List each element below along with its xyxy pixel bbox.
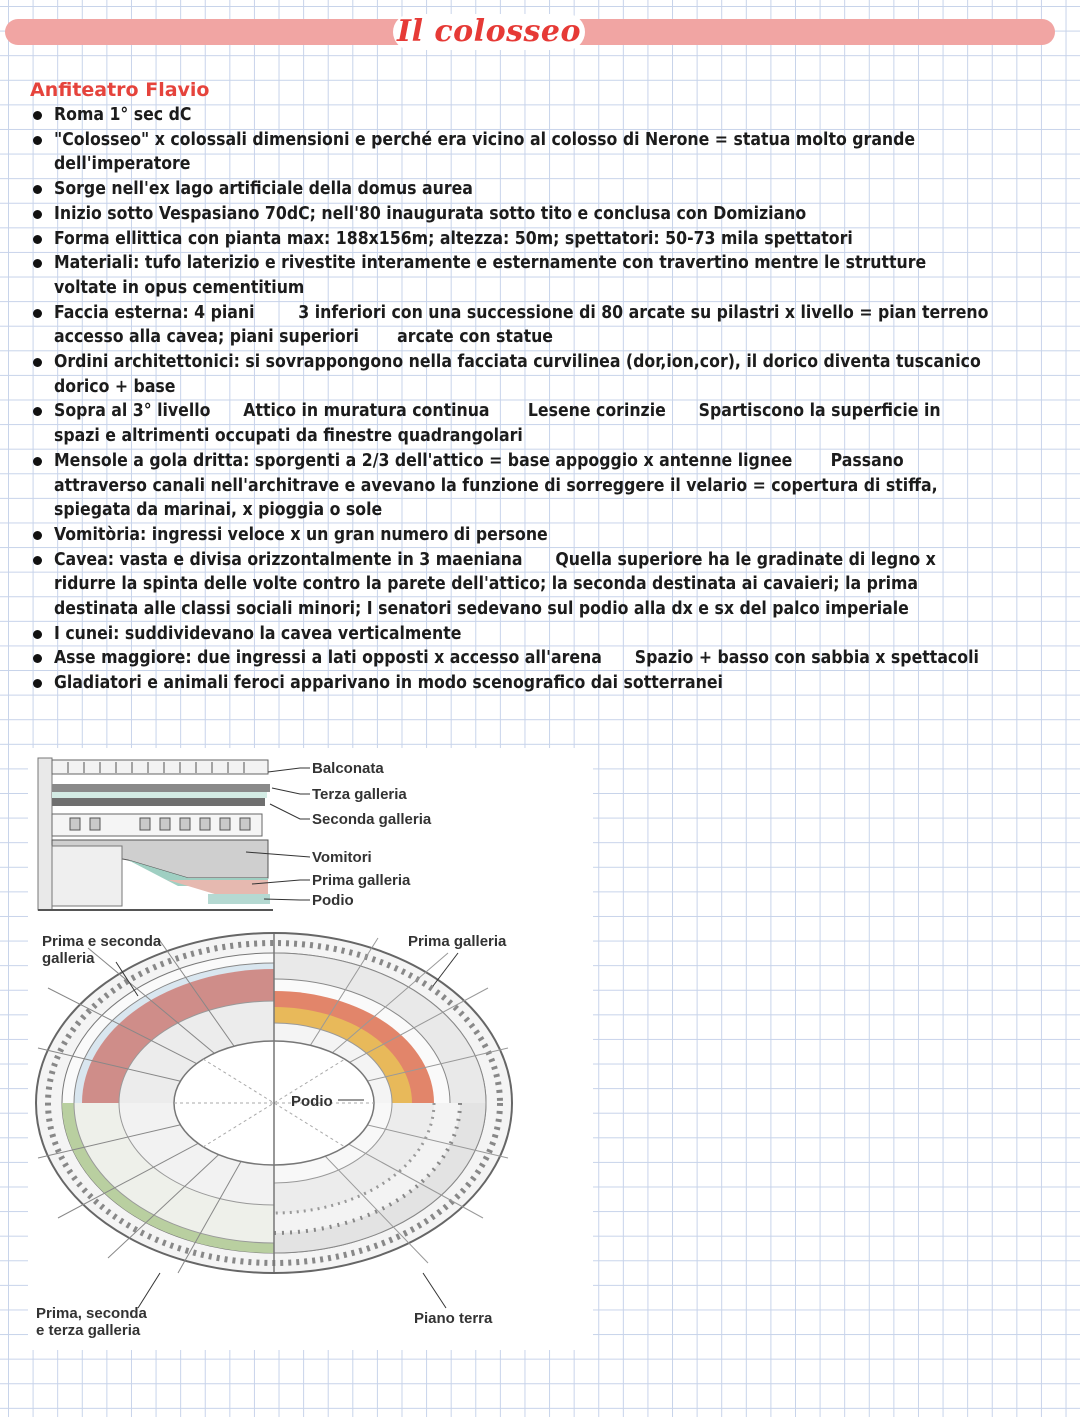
cross-section-drawing <box>38 758 273 910</box>
bullet-item: Cavea: vasta e divisa orizzontalmente in 3 maeniana Quella superiore ha le gradinate di legno x ridurre la spinta delle volte contro la parete dell'attico; la seconda destinata ai cavaieri; la prima destinata alle classi sociali minori; I senatori sedevano sul podio alla dx e sx del palco imperiale <box>30 548 1060 622</box>
bullet-item: Sopra al 3° livello Attico in muratura continua Lesene corinzie Spartiscono la superficie in spazi e altrimenti occupati da finestre quadrangolari <box>30 399 1060 448</box>
plan-label-line: e terza galleria <box>36 1322 141 1339</box>
section-label-podio: Podio <box>312 892 354 909</box>
bullet-item: Materiali: tufo laterizio e rivestite interamente e esternamente con travertino mentre le strutture voltate in opus cementitium <box>30 251 1060 300</box>
plan-label-line: galleria <box>42 950 95 967</box>
bullet-list <box>30 103 1060 696</box>
bullet-item: "Colosseo" x colossali dimensioni e perché era vicino al colosso di Nerone = statua molto grande dell'imperatore <box>30 128 1060 177</box>
plan-label-prima-seconda-terza-line1: Prima, seconda <box>36 1305 147 1322</box>
bullet-item: Vomitòria: ingressi veloce x un gran numero di persone <box>30 523 1060 548</box>
section-title: Anfiteatro Flavio <box>30 79 210 101</box>
bullet-item: I cunei: suddividevano la cavea verticalmente <box>30 622 1060 647</box>
plan-label-prima-seconda-line1: Prima e seconda <box>42 933 162 950</box>
bullet-item: Mensole a gola dritta: sporgenti a 2/3 dell'attico = base appoggio x antenne lignee Passano attraverso canali nell'architrave e avevano la funzione di sorreggere il velario = copertura di stiffa, spiegata da marinai, x pioggia o sole <box>30 449 1060 523</box>
colosseum-diagram <box>28 748 593 1350</box>
bullet-item: Forma ellittica con pianta max: 188x156m; altezza: 50m; spettatori: 50-73 mila spettatori <box>30 227 1060 252</box>
bullet-item: Asse maggiore: due ingressi a lati opposti x accesso all'arena Spazio + basso con sabbia x spettacoli <box>30 646 1060 671</box>
bullet-item: Faccia esterna: 4 piani 3 inferiori con una successione di 80 arcate su pilastri x livello = pian terreno accesso alla cavea; piani superiori arcate con statue <box>30 301 1060 350</box>
bullet-item: Ordini architettonici: si sovrappongono nella facciata curvilinea (dor,ion,cor), il dorico diventa tuscanico dorico + base <box>30 350 1060 399</box>
plan-drawing <box>36 933 512 1273</box>
page-title: Il colosseo <box>397 14 581 49</box>
plan-label-prima-galleria: Prima galleria <box>408 933 507 950</box>
section-label-balconata: Balconata <box>312 760 384 777</box>
plan-label-prima-seconda-terza <box>36 1305 151 1339</box>
section-label-seconda-galleria: Seconda galleria <box>312 811 432 828</box>
section-label-vomitori: Vomitori <box>312 849 372 866</box>
bullet-item: Roma 1° sec dC <box>30 103 1060 128</box>
bullet-item: Gladiatori e animali feroci apparivano in modo scenografico dai sotterranei <box>30 671 1060 696</box>
title-pill <box>393 14 585 50</box>
section-label-terza-galleria: Terza galleria <box>312 786 407 803</box>
plan-label-piano-terra: Piano terra <box>414 1310 493 1327</box>
bullet-item: Sorge nell'ex lago artificiale della domus aurea <box>30 177 1060 202</box>
section-label-prima-galleria: Prima galleria <box>312 872 411 889</box>
plan-label-podio: Podio <box>291 1093 333 1110</box>
bullet-item: Inizio sotto Vespasiano 70dC; nell'80 inaugurata sotto tito e conclusa con Domiziano <box>30 202 1060 227</box>
notes-body <box>30 78 1060 696</box>
